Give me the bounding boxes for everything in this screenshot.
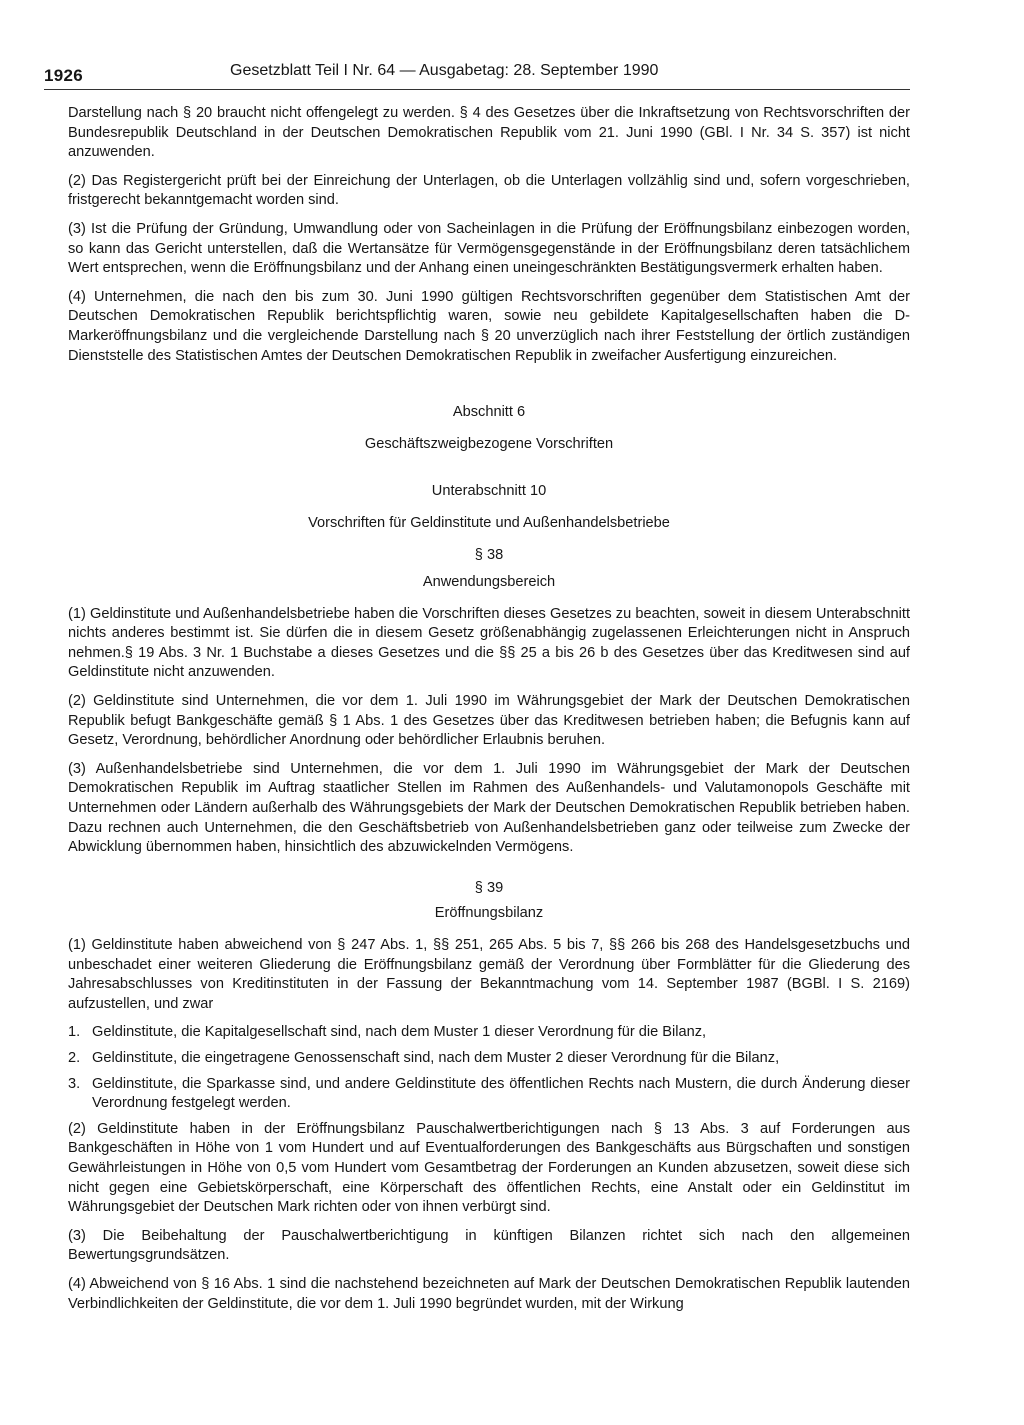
- paragraph: Darstellung nach § 20 braucht nicht offengelegt zu werden. § 4 des Gesetzes über die Inkraftsetzung von Rechtsvorschriften der Bundesrepublik Deutschland in der Deutschen Demokratischen Republik vom 21. Juni 1990 (GBl. I Nr. 34 S. 357) ist nicht anzuwenden.: [68, 105, 910, 161]
- spacer: [68, 502, 910, 514]
- numbered-list: [68, 1023, 910, 1113]
- list-item-text: Geldinstitute, die Kapitalgesellschaft sind, nach dem Muster 1 dieser Verordnung für die Bilanz,: [92, 1024, 707, 1041]
- page-number: 1926: [44, 66, 84, 85]
- list-item: [68, 1023, 910, 1043]
- spacer: [68, 867, 910, 879]
- spacer: [68, 375, 910, 403]
- section-38-number: § 38: [474, 546, 504, 563]
- list-item-number: 2.: [68, 1049, 81, 1066]
- paragraph: (4) Abweichend von § 16 Abs. 1 sind die nachstehend bezeichneten auf Mark der Deutschen Demokratischen Republik lautenden Verbindlichkeiten der Geldinstitute, die vor dem 1. Juli 1990 begründet wurden, mit der Wirkung: [68, 1275, 910, 1312]
- list-item-number: 3.: [68, 1075, 81, 1092]
- spacer: [68, 423, 910, 435]
- list-item: [68, 1075, 910, 1114]
- paragraph: (2) Das Registergericht prüft bei der Einreichung der Unterlagen, ob die Unterlagen vollzählig sind und, sofern vorgeschrieben, fristgerecht bekanntgemacht worden sind.: [68, 172, 910, 209]
- paragraph: (4) Unternehmen, die nach den bis zum 30. Juni 1990 gültigen Rechtsvorschriften gegenüber dem Statistischen Amt der Deutschen Demokratischen Republik berichtspflichtig waren, sowie neu gebildete Kapitalgesellschaften haben die D-Markeröffnungsbilanz und die vergleichende Darstellung nach § 20 unverzüglich nach ihrer Feststellung der örtlich zuständigen Dienststelle des Statistischen Amtes der Deutschen Demokratischen Republik in zweifacher Ausfertigung einzureichen.: [68, 288, 910, 364]
- paragraph: (2) Geldinstitute sind Unternehmen, die vor dem 1. Juli 1990 im Währungsgebiet der Mark der Deutschen Demokratischen Republik befugt Bankgeschäfte gemäß § 1 Abs. 1 des Gesetzes über das Kreditwesen betrieben haben; die Befugnis kann auf Gesetz, Verordnung, behördlicher Anordnung oder behördlicher Erlaubnis beruhen.: [68, 693, 910, 749]
- paragraph: (3) Ist die Prüfung der Gründung, Umwandlung oder von Sacheinlagen in die Prüfung der Eröffnungsbilanz einbezogen worden, so kann das Gericht unterstellen, daß die Wertansätze für Vermögensgegenstände in der Eröffnungsbilanz deren tatsächlichem Wert entsprechen, wenn die Eröffnungsbilanz und der Anhang einen uneingeschränkten Bestätigungsvermerk erhalten haben.: [68, 220, 910, 277]
- spacer: [68, 534, 910, 546]
- header-rule: [44, 89, 910, 90]
- paragraph: (3) Außenhandelsbetriebe sind Unternehmen, die vor dem 1. Juli 1990 im Währungsgebiet der Mark der Deutschen Demokratischen Republik im Auftrag staatlicher Stellen im Rahmen des Außenhandels- und Valutamonopols Geschäfte mit Unternehmen oder Ländern außerhalb des Währungsgebiets der Mark der Deutschen Demokratischen Republik betrieben haben. Dazu rechnen auch Unternehmen, die den Geschäftsbetrieb von Außenhandelsbetrieben ganz oder teilweise zum Zwecke der Abwicklung übernommen haben, hinsichtlich des abzuwickelnden Vermögens.: [68, 760, 910, 856]
- unterabschnitt-title: Vorschriften für Geldinstitute und Außenhandelsbetriebe: [308, 514, 670, 531]
- unterabschnitt-label: Unterabschnitt 10: [431, 483, 547, 500]
- section-38-title: Anwendungsbereich: [422, 574, 556, 591]
- section-39-number: § 39: [474, 879, 504, 896]
- paragraph: (3) Die Beibehaltung der Pauschalwertberichtigung in künftigen Bilanzen richtet sich nach den allgemeinen Bewertungsgrundsätzen.: [68, 1227, 910, 1264]
- spacer: [68, 454, 910, 482]
- list-item-text: Geldinstitute, die eingetragene Genossenschaft sind, nach dem Muster 2 dieser Verordnung für die Bilanz,: [92, 1049, 780, 1066]
- abschnitt-title: Geschäftszweigbezogene Vorschriften: [364, 435, 614, 452]
- list-item-number: 1.: [68, 1024, 81, 1041]
- list-item-text: Geldinstitute, die Sparkasse sind, und andere Geldinstitute des öffentlichen Rechts nach Mustern, die durch Änderung dieser Verordnung festgelegt werden.: [92, 1075, 910, 1112]
- paragraph: (1) Geldinstitute haben abweichend von § 247 Abs. 1, §§ 251, 265 Abs. 5 bis 7, §§ 266 bis 268 des Handelsgesetzbuchs und unbeschadet einer weiteren Gliederung die Eröffnungsbilanz gemäß der Verordnung über Formblätter für die Gliederung des Jahresabschlusses von Kreditinstituten in der Fassung der Bekanntmachung vom 14. September 1987 (BGBl. I S. 2169) aufzustellen, und zwar: [68, 937, 910, 1012]
- page-header: [44, 62, 910, 90]
- running-title: Gesetzblatt Teil I Nr. 64 — Ausgabetag: 28. September 1990: [230, 62, 659, 79]
- section-39-title: Eröffnungsbilanz: [434, 905, 544, 922]
- document-page: [44, 0, 910, 1425]
- paragraph: (2) Geldinstitute haben in der Eröffnungsbilanz Pauschalwertberichtigungen nach § 13 Abs. 3 auf Forderungen aus Bankgeschäften in Höhe von 1 vom Hundert und auf Eventualforderungen des Bankgeschäfts aus Bürgschaften und sonstigen Gewährleistungen in Höhe von 0,5 vom Hundert vom Gesamtbetrag der Forderungen an Kunden abzusetzen, soweit diese sich nicht gegen eine Gebietskörperschaft, eine Körperschaft des öffentlichen Rechts, eine Anstalt oder ein Geldinstitut im Währungsgebiet der Deutschen Mark richten oder von ihnen verbürgt sind.: [68, 1120, 910, 1216]
- paragraph: (1) Geldinstitute und Außenhandelsbetriebe haben die Vorschriften dieses Gesetzes zu beachten, soweit in diesem Unterabschnitt nichts anderes bestimmt ist. Sie dürfen die in diesem Gesetz größenabhängig zugelassenen Erleichterungen nicht in Anspruch nehmen.§ 19 Abs. 3 Nr. 1 Buchstabe a dieses Gesetzes und die §§ 25 a bis 26 b des Gesetzes über das Kreditwesen sind auf Geldinstitute nicht anzuwenden.: [68, 605, 910, 681]
- document-body: [68, 104, 910, 1323]
- abschnitt-label: Abschnitt 6: [452, 404, 526, 421]
- list-item: [68, 1049, 910, 1069]
